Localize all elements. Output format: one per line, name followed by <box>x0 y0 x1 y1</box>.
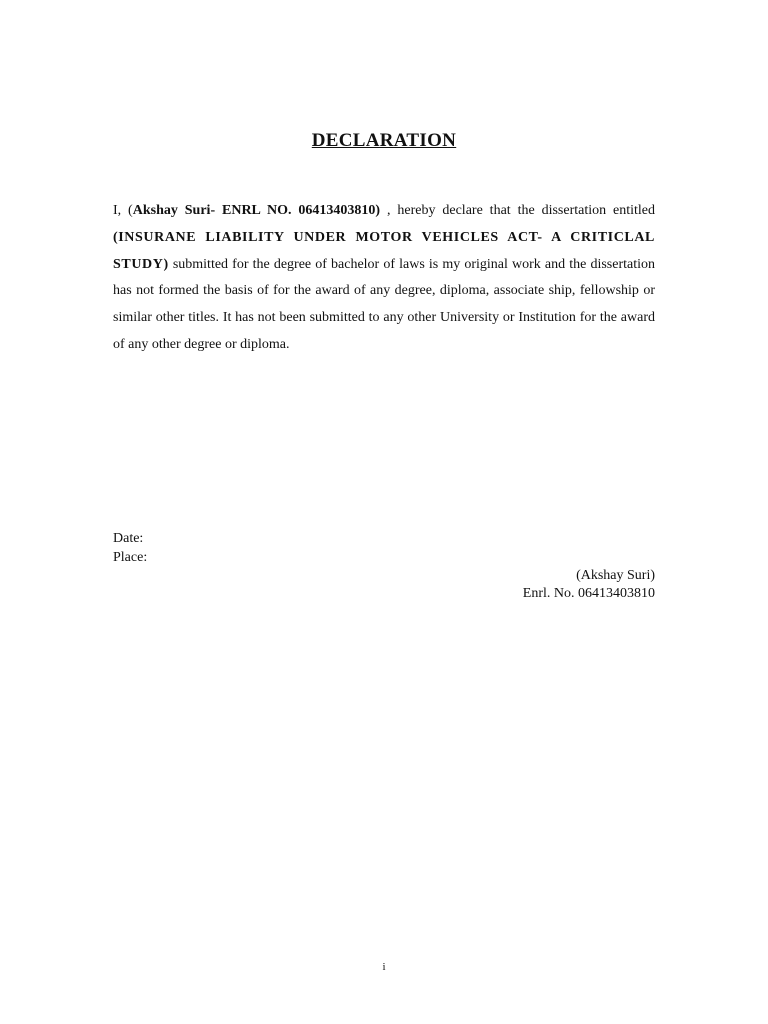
declaration-title: DECLARATION <box>311 130 457 151</box>
paragraph-rest: submitted for the degree of bachelor of laws is my original work and the dissertation has not formed the basis of for the award of any degree, diploma, associate ship, fellowship or similar other titles. It has not been submitted to any other University or Institution for the award of any other degree or diploma. <box>113 256 655 352</box>
dissertation-title: (INSURANE LIABILITY UNDER MOTOR VEHICLES ACT- A CRITICLAL STUDY) <box>113 229 655 272</box>
signatory-enrollment-number: Enrl. No. 06413403810 <box>522 586 655 601</box>
signatory-name: (Akshay Suri) <box>576 568 655 583</box>
declaration-paragraph <box>113 198 655 359</box>
place-label: Place: <box>113 550 148 565</box>
declarant-name-enrollment: Akshay Suri- ENRL NO. 06413403810) <box>132 203 381 218</box>
page-number: i <box>382 961 386 973</box>
paragraph-prefix: I, ( <box>113 203 133 218</box>
date-label: Date: <box>113 531 144 546</box>
paragraph-middle: , hereby declare that the dissertation entitled <box>380 203 656 218</box>
